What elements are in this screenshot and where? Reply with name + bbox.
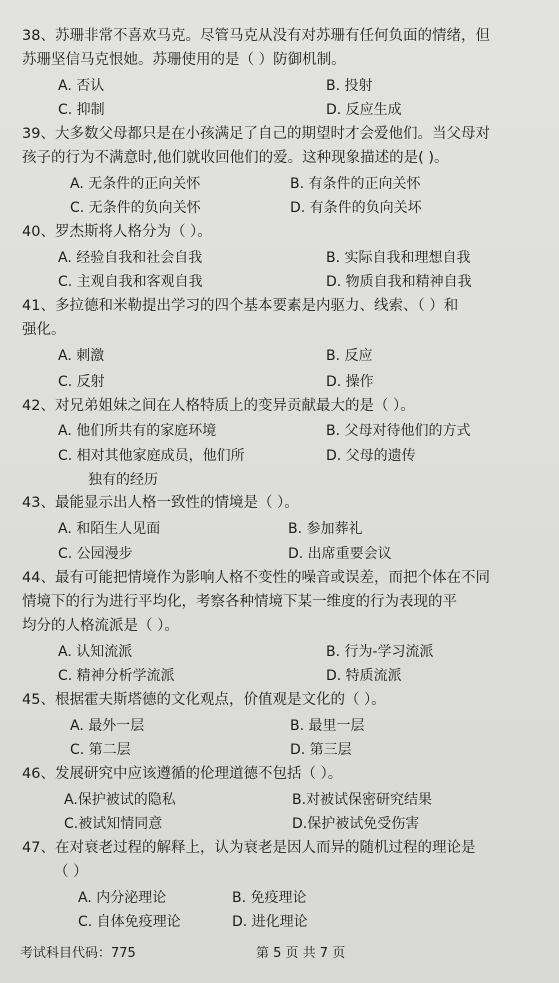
q43-option-d: D. 出席重要会议 bbox=[288, 546, 392, 562]
q39-option-d: D. 有条件的负向关坏 bbox=[290, 200, 422, 216]
q45-line-1: 45、根据霍夫斯塔德的文化观点，价值观是文化的（ ）。 bbox=[22, 692, 386, 708]
q39-option-b: B. 有条件的正向关怀 bbox=[290, 176, 421, 192]
q44-option-a: A. 认知流派 bbox=[58, 644, 133, 660]
q41-option-d: D. 操作 bbox=[326, 374, 374, 390]
q44-option-d: D. 特质流派 bbox=[326, 668, 402, 684]
q47-option-a: A. 内分泌理论 bbox=[78, 890, 167, 906]
q47-option-c: C. 自体免疫理论 bbox=[78, 914, 181, 930]
q38-option-a: A. 否认 bbox=[58, 78, 105, 94]
q38-option-d: D. 反应生成 bbox=[326, 102, 402, 118]
q39-line-2: 孩子的行为不满意时,他们就收回他们的爱。这种现象描述的是( )。 bbox=[22, 150, 449, 166]
q45-option-d: D. 第三层 bbox=[290, 742, 352, 758]
q46-option-d: D.保护被试免受伤害 bbox=[292, 816, 420, 832]
q38-line-2: 苏珊坚信马克恨她。苏珊使用的是（ ）防御机制。 bbox=[22, 52, 346, 68]
q46-option-c: C.被试知情同意 bbox=[64, 816, 163, 832]
q40-option-c: C. 主观自我和客观自我 bbox=[58, 274, 203, 290]
q46-line-1: 46、发展研究中应该遵循的伦理道德不包括（ ）。 bbox=[22, 766, 343, 782]
q45-option-b: B. 最里一层 bbox=[290, 718, 365, 734]
q47-option-b: B. 免疫理论 bbox=[232, 890, 307, 906]
q46-option-a: A.保护被试的隐私 bbox=[64, 792, 176, 808]
q47-option-d: D. 进化理论 bbox=[232, 914, 308, 930]
q41-line-2: 强化。 bbox=[22, 322, 66, 338]
q39-line-1: 39、大多数父母都只是在小孩满足了自己的期望时才会爱他们。当父母对 bbox=[22, 126, 490, 142]
q46-option-b: B.对被试保密研究结果 bbox=[292, 792, 433, 808]
page-number: 第 5 页 共 7 页 bbox=[256, 946, 346, 961]
q44-line-1: 44、最有可能把情境作为影响人格不变性的噪音或误差，而把个体在不同 bbox=[22, 570, 490, 586]
q47-line-2: （ ） bbox=[54, 864, 88, 880]
q43-option-c: C. 公园漫步 bbox=[58, 546, 133, 562]
q39-option-a: A. 无条件的正向关怀 bbox=[70, 176, 201, 192]
q42-option-a: A. 他们所共有的家庭环境 bbox=[58, 423, 217, 439]
q40-option-b: B. 实际自我和理想自我 bbox=[326, 250, 471, 266]
q42-option-c-continued: 独有的经历 bbox=[88, 472, 158, 488]
q42-option-c: C. 相对其他家庭成员，他们所 bbox=[58, 448, 245, 464]
q43-option-b: B. 参加葬礼 bbox=[288, 521, 363, 537]
q40-option-d: D. 物质自我和精神自我 bbox=[326, 274, 472, 290]
q41-line-1: 41、多拉德和米勒提出学习的四个基本要素是内驱力、线索、（ ）和 bbox=[22, 298, 459, 314]
q41-option-c: C. 反射 bbox=[58, 374, 105, 390]
q38-option-c: C. 抑制 bbox=[58, 102, 105, 118]
q38-line-1: 38、苏珊非常不喜欢马克。尽管马克从没有对苏珊有任何负面的情绪，但 bbox=[22, 28, 490, 44]
exam-subject-code: 考试科目代码：775 bbox=[20, 946, 136, 961]
q45-option-a: A. 最外一层 bbox=[70, 718, 145, 734]
q41-option-a: A. 刺激 bbox=[58, 348, 105, 364]
q42-option-d: D. 父母的遗传 bbox=[326, 448, 416, 464]
q40-option-a: A. 经验自我和社会自我 bbox=[58, 250, 203, 266]
q43-line-1: 43、最能显示出人格一致性的情境是（ ）。 bbox=[22, 495, 299, 511]
q38-option-b: B. 投射 bbox=[326, 78, 373, 94]
q47-line-1: 47、在对衰老过程的解释上，认为衰老是因人而异的随机过程的理论是 bbox=[22, 840, 476, 856]
q44-line-2: 情境下的行为进行平均化，考察各种情境下某一维度的行为表现的平 bbox=[22, 594, 457, 610]
q44-option-b: B. 行为-学习流派 bbox=[326, 644, 434, 660]
q41-option-b: B. 反应 bbox=[326, 348, 373, 364]
q42-line-1: 42、对兄弟姐妹之间在人格特质上的变异贡献最大的是（ ）。 bbox=[22, 398, 415, 414]
q40-line-1: 40、罗杰斯将人格分为（ ）。 bbox=[22, 224, 212, 240]
q39-option-c: C. 无条件的负向关怀 bbox=[70, 200, 201, 216]
q45-option-c: C. 第二层 bbox=[70, 742, 131, 758]
q44-line-3: 均分的人格流派是（ ）。 bbox=[22, 618, 179, 634]
q43-option-a: A. 和陌生人见面 bbox=[58, 521, 161, 537]
q44-option-c: C. 精神分析学流派 bbox=[58, 668, 175, 684]
q42-option-b: B. 父母对待他们的方式 bbox=[326, 423, 471, 439]
